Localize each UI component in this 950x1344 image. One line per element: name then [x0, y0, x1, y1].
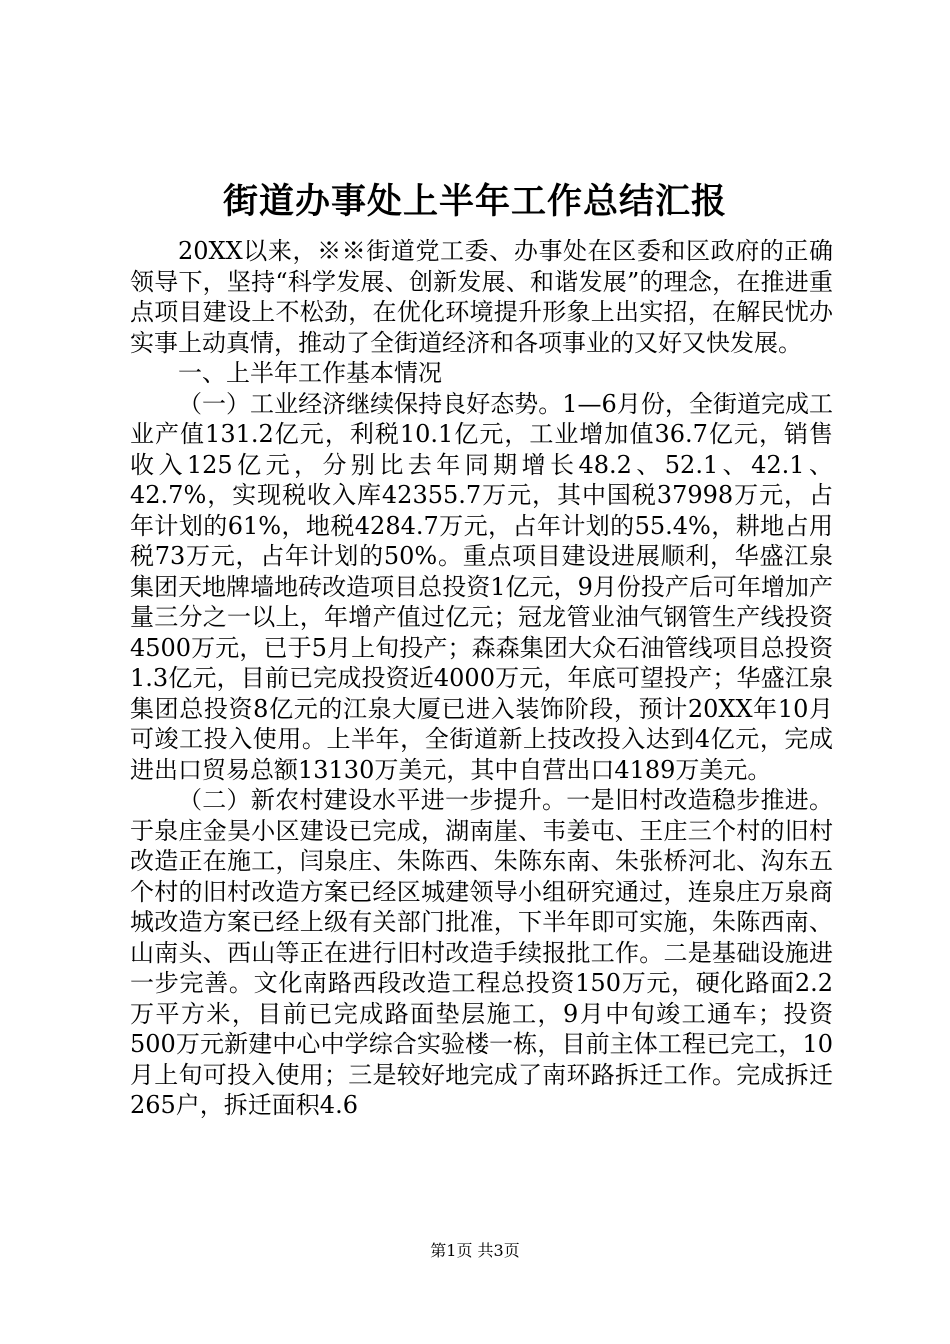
- page-footer: 第1页 共3页: [430, 1241, 520, 1260]
- section-heading: 一、上半年工作基本情况: [178, 359, 442, 387]
- document-body: [130, 236, 833, 1121]
- paragraph-countryside: （二）新农村建设水平进一步提升。一是旧村改造稳步推进。于泉庄金昊小区建设已完成，湖南崖、韦姜屯、王庄三个村的旧村改造正在施工，闫泉庄、朱陈西、朱陈东南、朱张桥河北、沟东五个村的旧村改造方案已经区城建领导小组研究通过，连泉庄万泉商城改造方案已经上级有关部门批准，下半年即可实施，朱陈西南、山南头、西山等正在进行旧村改造手续报批工作。二是基础设施进一步完善。文化南路西段改造工程总投资150万元，硬化路面2.2万平方米，目前已完成路面垫层施工，9月中旬竣工通车；投资500万元新建中心中学综合实验楼一栋，目前主体工程已完工，10月上旬可投入使用；三是较好地完成了南环路拆迁工作。完成拆迁265户，拆迁面积4.6: [130, 786, 833, 1119]
- paragraph-industry: （一）工业经济继续保持良好态势。1—6月份，全街道完成工业产值131.2亿元，利税10.1亿元，工业增加值36.7亿元，销售收入125亿元，分别比去年同期增长48.2、52.1、42.1、42.7%，实现税收入库42355.7万元，其中国税37998万元，占年计划的61%，地税4284.7万元，占年计划的55.4%，耕地占用税73万元，占年计划的50%。重点项目建设进展顺利，华盛江泉集团天地牌墙地砖改造项目总投资1亿元，9月份投产后可年增加产量三分之一以上，年增产值过亿元；冠龙管业油气钢管生产线投资4500万元，已于5月上旬投产；森森集团大众石油管线项目总投资1.3亿元，目前已完成投资近4000万元，年底可望投产；华盛江泉集团总投资8亿元的江泉大厦已进入装饰阶段，预计20XX年10月可竣工投入使用。上半年，全街道新上技改投入达到4亿元，完成进出口贸易总额13130万美元，其中自营出口4189万美元。: [130, 389, 833, 784]
- paragraph-intro: 20XX以来，※※街道党工委、办事处在区委和区政府的正确领导下，坚持“科学发展、创新发展、和谐发展”的理念，在推进重点项目建设上不松劲，在优化环境提升形象上出实招，在解民忧办实事上动真情，推动了全街道经济和各项事业的又好又快发展。: [130, 237, 833, 357]
- document-title: 街道办事处上半年工作总结汇报: [222, 182, 727, 222]
